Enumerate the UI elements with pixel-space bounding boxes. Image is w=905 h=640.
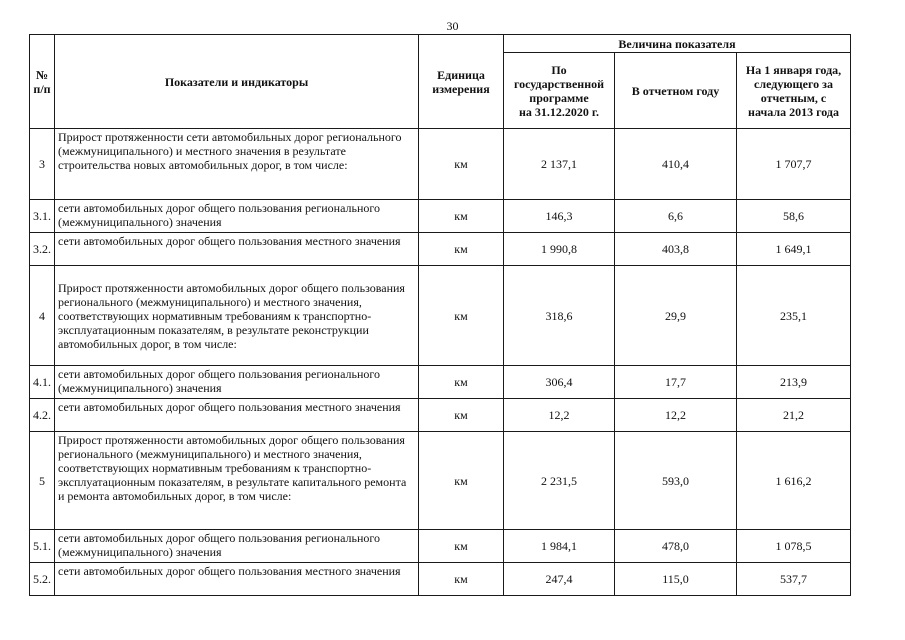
row-unit: км bbox=[419, 530, 504, 563]
row-indicator: Прирост протяженности автомобильных дорог общего пользования регионального (межмуниципального) и местного значения, соответствующих нормативным требованиям к транспортно-эксплуатационным показателям, в результате реконструкции автомобильных дорог, в том числе: bbox=[55, 266, 419, 366]
row-since-value: 213,9 bbox=[737, 366, 851, 399]
row-program-value: 2 137,1 bbox=[504, 129, 615, 200]
row-number: 3.1. bbox=[30, 200, 55, 233]
row-unit: км bbox=[419, 399, 504, 432]
indicators-table bbox=[29, 34, 851, 596]
table-row bbox=[30, 432, 851, 530]
row-indicator: сети автомобильных дорог общего пользования регионального (межмуниципального) значения bbox=[55, 530, 419, 563]
row-program-value: 12,2 bbox=[504, 399, 615, 432]
row-program-value: 1 990,8 bbox=[504, 233, 615, 266]
row-unit: км bbox=[419, 233, 504, 266]
table-row bbox=[30, 563, 851, 596]
row-number: 5 bbox=[30, 432, 55, 530]
row-indicator: сети автомобильных дорог общего пользования регионального (межмуниципального) значения bbox=[55, 366, 419, 399]
header-program: По государственной программе на 31.12.2020 г. bbox=[504, 53, 615, 129]
row-program-value: 306,4 bbox=[504, 366, 615, 399]
row-year-value: 410,4 bbox=[615, 129, 737, 200]
table-row bbox=[30, 233, 851, 266]
row-unit: км bbox=[419, 266, 504, 366]
row-unit: км bbox=[419, 563, 504, 596]
row-number: 3 bbox=[30, 129, 55, 200]
row-year-value: 115,0 bbox=[615, 563, 737, 596]
row-indicator: сети автомобильных дорог общего пользования местного значения bbox=[55, 233, 419, 266]
row-since-value: 235,1 bbox=[737, 266, 851, 366]
row-indicator: сети автомобильных дорог общего пользования регионального (межмуниципального) значения bbox=[55, 200, 419, 233]
row-number: 3.2. bbox=[30, 233, 55, 266]
table-row bbox=[30, 530, 851, 563]
header-indicators: Показатели и индикаторы bbox=[55, 35, 419, 129]
header-value-group: Величина показателя bbox=[504, 35, 851, 53]
row-program-value: 2 231,5 bbox=[504, 432, 615, 530]
header-unit: Единица измерения bbox=[419, 35, 504, 129]
row-number: 4.2. bbox=[30, 399, 55, 432]
row-indicator: Прирост протяженности сети автомобильных дорог регионального (межмуниципального) и местного значения в результате строительства новых автомобильных дорог, в том числе: bbox=[55, 129, 419, 200]
row-program-value: 318,6 bbox=[504, 266, 615, 366]
row-indicator: Прирост протяженности автомобильных дорог общего пользования регионального (межмуниципального) и местного значения, соответствующих нормативным требованиям к транспортно-эксплуатационным показателям, в результате капитального ремонта и ремонта автомобильных дорог, в том числе: bbox=[55, 432, 419, 530]
row-program-value: 146,3 bbox=[504, 200, 615, 233]
table-row bbox=[30, 129, 851, 200]
table-row bbox=[30, 200, 851, 233]
row-indicator: сети автомобильных дорог общего пользования местного значения bbox=[55, 399, 419, 432]
row-number: 4 bbox=[30, 266, 55, 366]
table-row bbox=[30, 366, 851, 399]
row-since-value: 537,7 bbox=[737, 563, 851, 596]
row-unit: км bbox=[419, 129, 504, 200]
row-since-value: 21,2 bbox=[737, 399, 851, 432]
row-number: 4.1. bbox=[30, 366, 55, 399]
table-row bbox=[30, 399, 851, 432]
table-row bbox=[30, 266, 851, 366]
row-since-value: 1 707,7 bbox=[737, 129, 851, 200]
row-year-value: 17,7 bbox=[615, 366, 737, 399]
row-unit: км bbox=[419, 366, 504, 399]
row-year-value: 478,0 bbox=[615, 530, 737, 563]
row-program-value: 247,4 bbox=[504, 563, 615, 596]
row-since-value: 58,6 bbox=[737, 200, 851, 233]
header-row-top bbox=[30, 35, 851, 53]
row-since-value: 1 078,5 bbox=[737, 530, 851, 563]
row-number: 5.2. bbox=[30, 563, 55, 596]
row-number: 5.1. bbox=[30, 530, 55, 563]
row-unit: км bbox=[419, 432, 504, 530]
row-year-value: 12,2 bbox=[615, 399, 737, 432]
row-program-value: 1 984,1 bbox=[504, 530, 615, 563]
row-unit: км bbox=[419, 200, 504, 233]
page-number: 30 bbox=[446, 19, 459, 33]
row-since-value: 1 649,1 bbox=[737, 233, 851, 266]
header-year: В отчетном году bbox=[615, 53, 737, 129]
row-year-value: 6,6 bbox=[615, 200, 737, 233]
row-indicator: сети автомобильных дорог общего пользования местного значения bbox=[55, 563, 419, 596]
row-year-value: 403,8 bbox=[615, 233, 737, 266]
header-since: На 1 января года, следующего за отчетным, с начала 2013 года bbox=[737, 53, 851, 129]
row-year-value: 29,9 bbox=[615, 266, 737, 366]
row-year-value: 593,0 bbox=[615, 432, 737, 530]
header-num: № п/п bbox=[30, 35, 55, 129]
row-since-value: 1 616,2 bbox=[737, 432, 851, 530]
